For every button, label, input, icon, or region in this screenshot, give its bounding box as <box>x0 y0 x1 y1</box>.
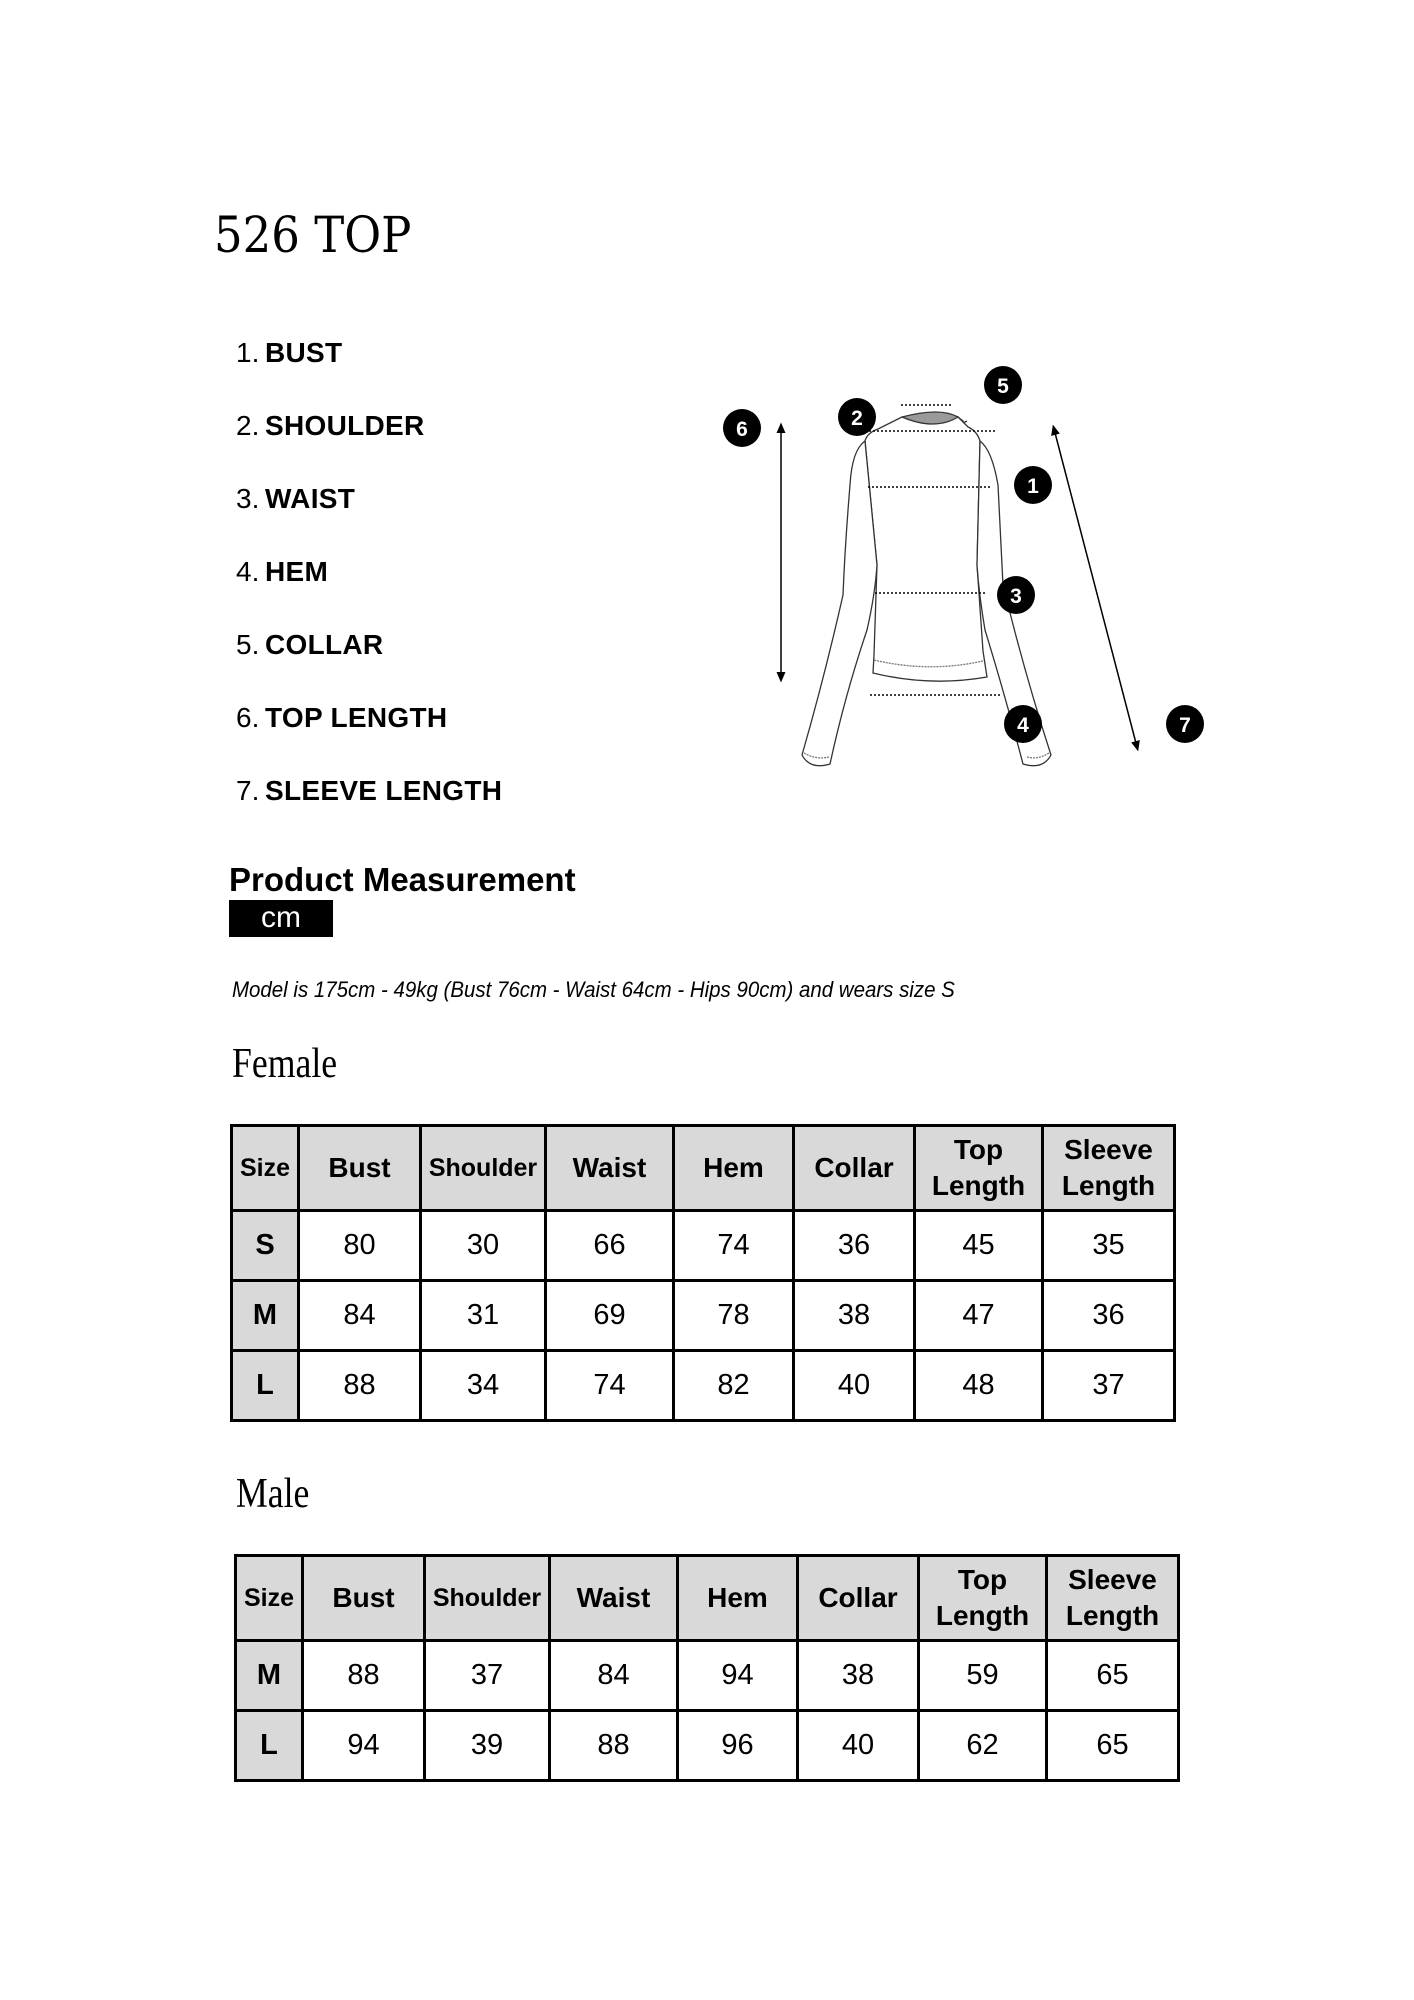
waist-cell: 84 <box>550 1641 678 1711</box>
size-cell: S <box>232 1211 299 1281</box>
table-row <box>232 1211 1175 1281</box>
table-header-row <box>232 1126 1175 1211</box>
table-row <box>236 1641 1179 1711</box>
measurement-legend <box>236 333 502 844</box>
model-info-note: Model is 175cm - 49kg (Bust 76cm - Waist 64cm - Hips 90cm) and wears size S <box>232 977 955 1002</box>
column-header-top-length: Top Length <box>915 1126 1043 1211</box>
shoulder-cell: 34 <box>421 1351 546 1421</box>
legend-item-waist <box>236 479 502 552</box>
svg-text:6: 6 <box>736 418 748 441</box>
size-cell: L <box>232 1351 299 1421</box>
column-header-size: Size <box>236 1556 303 1641</box>
legend-number: 7. <box>236 775 260 806</box>
product-measurement-heading: Product Measurement <box>229 861 576 898</box>
hem-cell: 78 <box>674 1281 794 1351</box>
table-header-row <box>236 1556 1179 1641</box>
waist-cell: 66 <box>546 1211 674 1281</box>
sleeve-length-cell: 37 <box>1043 1351 1175 1421</box>
sleeve-length-cell: 65 <box>1047 1711 1179 1781</box>
male-section-title: Male <box>236 1471 310 1517</box>
size-cell: L <box>236 1711 303 1781</box>
column-header-shoulder: Shoulder <box>421 1126 546 1211</box>
legend-label: HEM <box>265 556 329 587</box>
top-length-cell: 59 <box>919 1641 1047 1711</box>
column-header-hem: Hem <box>674 1126 794 1211</box>
legend-item-sleeve-length <box>236 771 502 844</box>
column-header-collar: Collar <box>798 1556 919 1641</box>
waist-cell: 88 <box>550 1711 678 1781</box>
page-title: 526 TOP <box>214 206 412 264</box>
size-cell: M <box>236 1641 303 1711</box>
bust-cell: 88 <box>299 1351 421 1421</box>
top-length-cell: 45 <box>915 1211 1043 1281</box>
svg-text:4: 4 <box>1017 714 1029 737</box>
legend-item-hem <box>236 552 502 625</box>
svg-text:3: 3 <box>1010 585 1022 608</box>
top-length-cell: 62 <box>919 1711 1047 1781</box>
legend-item-shoulder <box>236 406 502 479</box>
bust-cell: 88 <box>303 1641 425 1711</box>
legend-label: BUST <box>265 337 343 368</box>
sleeve-length-cell: 36 <box>1043 1281 1175 1351</box>
column-header-waist: Waist <box>550 1556 678 1641</box>
hem-cell: 82 <box>674 1351 794 1421</box>
bust-cell: 94 <box>303 1711 425 1781</box>
marker-3-icon <box>997 576 1035 614</box>
shoulder-cell: 37 <box>425 1641 550 1711</box>
male-size-table <box>234 1554 1180 1782</box>
hem-cell: 74 <box>674 1211 794 1281</box>
column-header-sleeve-length: Sleeve Length <box>1047 1556 1179 1641</box>
shoulder-cell: 30 <box>421 1211 546 1281</box>
collar-cell: 38 <box>794 1281 915 1351</box>
bust-cell: 80 <box>299 1211 421 1281</box>
marker-6-icon <box>723 409 761 447</box>
column-header-top-length: Top Length <box>919 1556 1047 1641</box>
legend-item-bust <box>236 333 502 406</box>
svg-text:7: 7 <box>1179 714 1191 737</box>
svg-text:2: 2 <box>851 407 863 430</box>
marker-1-icon <box>1014 466 1052 504</box>
collar-cell: 40 <box>798 1711 919 1781</box>
svg-text:5: 5 <box>997 375 1009 398</box>
legend-label: SLEEVE LENGTH <box>265 775 503 806</box>
legend-label: COLLAR <box>265 629 384 660</box>
legend-item-top-length <box>236 698 502 771</box>
female-size-table <box>230 1124 1176 1422</box>
waist-cell: 74 <box>546 1351 674 1421</box>
female-section-title: Female <box>232 1041 338 1087</box>
column-header-size: Size <box>232 1126 299 1211</box>
hem-cell: 96 <box>678 1711 798 1781</box>
garment-diagram <box>715 355 1205 785</box>
top-length-cell: 47 <box>915 1281 1043 1351</box>
sleeve-length-cell: 65 <box>1047 1641 1179 1711</box>
column-header-shoulder: Shoulder <box>425 1556 550 1641</box>
collar-cell: 40 <box>794 1351 915 1421</box>
column-header-collar: Collar <box>794 1126 915 1211</box>
legend-number: 3. <box>236 483 260 514</box>
marker-5-icon <box>984 366 1022 404</box>
table-row <box>232 1281 1175 1351</box>
waist-cell: 69 <box>546 1281 674 1351</box>
marker-7-icon <box>1166 705 1204 743</box>
shoulder-cell: 31 <box>421 1281 546 1351</box>
legend-number: 5. <box>236 629 260 660</box>
legend-number: 6. <box>236 702 260 733</box>
svg-text:1: 1 <box>1027 475 1039 498</box>
size-cell: M <box>232 1281 299 1351</box>
column-header-bust: Bust <box>299 1126 421 1211</box>
legend-label: TOP LENGTH <box>265 702 448 733</box>
marker-2-icon <box>838 398 876 436</box>
legend-label: WAIST <box>265 483 356 514</box>
sleeve-length-arrow-icon <box>1054 429 1137 747</box>
column-header-hem: Hem <box>678 1556 798 1641</box>
collar-cell: 36 <box>794 1211 915 1281</box>
legend-item-collar <box>236 625 502 698</box>
table-row <box>236 1711 1179 1781</box>
legend-number: 1. <box>236 337 260 368</box>
column-header-sleeve-length: Sleeve Length <box>1043 1126 1175 1211</box>
legend-number: 2. <box>236 410 260 441</box>
bust-cell: 84 <box>299 1281 421 1351</box>
column-header-waist: Waist <box>546 1126 674 1211</box>
sleeve-length-cell: 35 <box>1043 1211 1175 1281</box>
legend-label: SHOULDER <box>265 410 425 441</box>
collar-cell: 38 <box>798 1641 919 1711</box>
table-row <box>232 1351 1175 1421</box>
unit-badge: cm <box>229 900 333 937</box>
marker-4-icon <box>1004 705 1042 743</box>
column-header-bust: Bust <box>303 1556 425 1641</box>
top-length-cell: 48 <box>915 1351 1043 1421</box>
shoulder-cell: 39 <box>425 1711 550 1781</box>
hem-cell: 94 <box>678 1641 798 1711</box>
legend-number: 4. <box>236 556 260 587</box>
